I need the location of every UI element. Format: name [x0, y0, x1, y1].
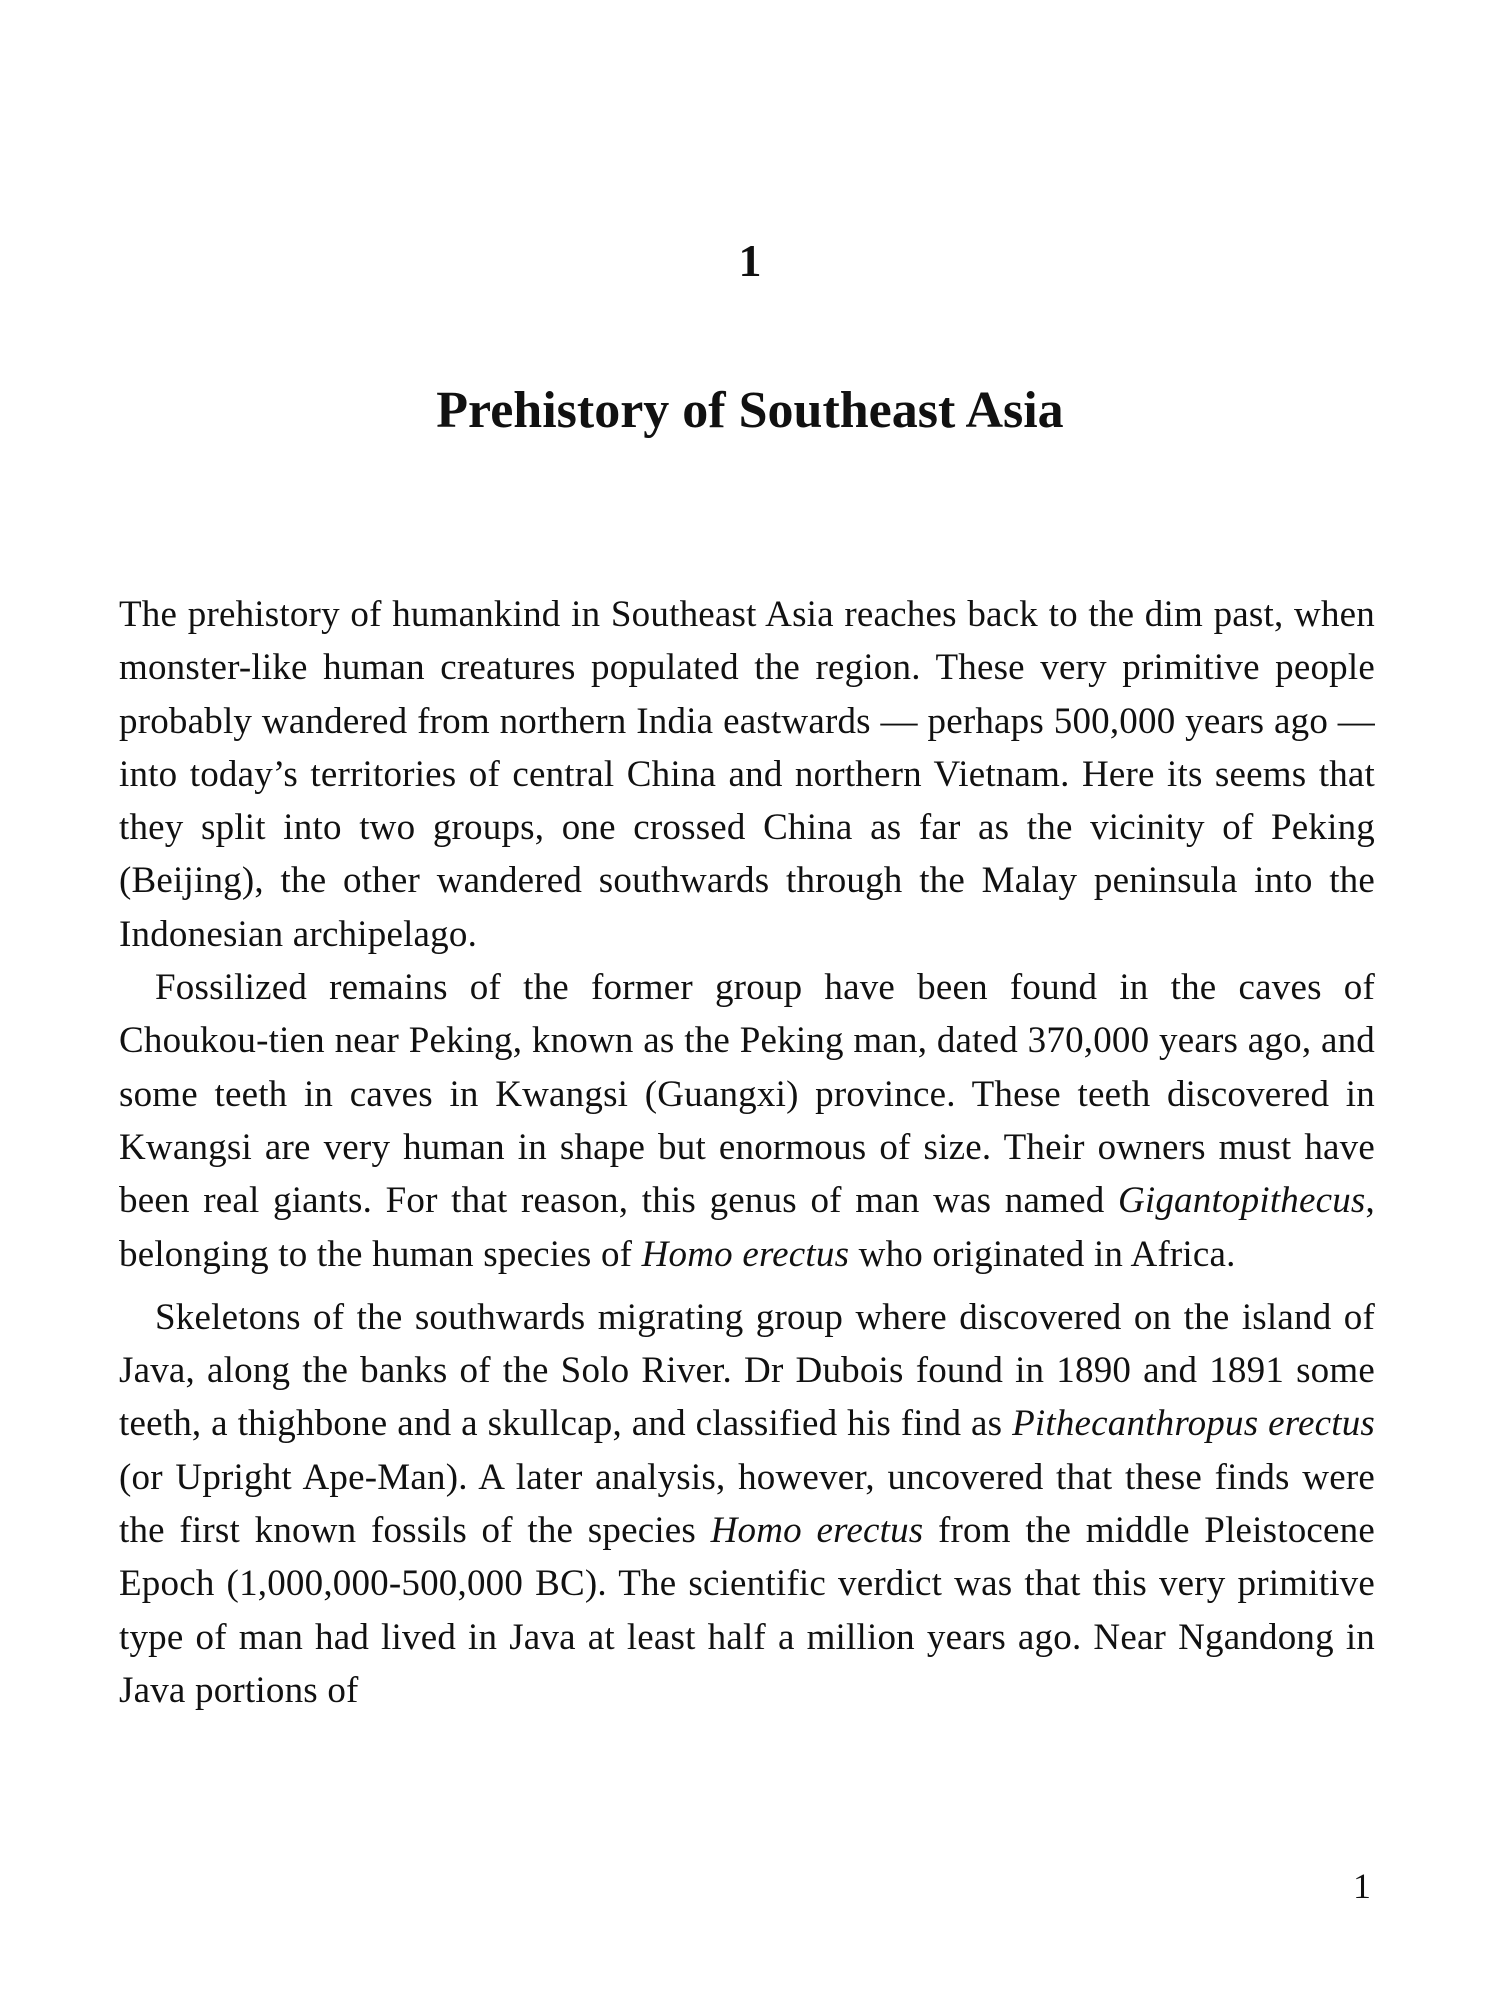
body-text: [119, 588, 1375, 1717]
species-name-italic-2: Homo erectus: [710, 1510, 924, 1552]
paragraph-1: [119, 588, 1375, 961]
classification-name-italic: Pithecanthropus erectus: [1012, 1403, 1375, 1445]
paragraph-3-text-c: from the middle Pleistocene Epoch (1,000,000-500,000 BC). The scientific verdict was that this very primitive type of man had lived in Java at least half a million years ago. Near Ngandong in Java portions of: [119, 1510, 1376, 1711]
chapter-number: 1: [738, 235, 762, 286]
paragraph-3-text-a: Skeletons of the southwards migrating group where discovered on the island of Java, along the banks of the Solo River. Dr Dubois found in 1890 and 1891 some teeth, a thighbone and a skullcap, and classified his find as: [119, 1296, 1375, 1445]
paragraph-3-text-b: (or Upright Ape-Man). A later analysis, however, uncovered that these finds were the first known fossils of the species: [119, 1456, 1375, 1552]
page-number: 1: [1353, 1866, 1371, 1906]
genus-name-italic: Gigantopithecus: [1117, 1180, 1366, 1222]
paragraph-1-text: The prehistory of humankind in Southeast Asia reaches back to the dim past, when monster-like human creatures populated the region. These very primitive people probably wandered from northern India eastwards — perhaps 500,000 years ago — into today’s territories of central China and northern Vietnam. Here its seems that they split into two groups, one crossed China as far as the vicinity of Peking (Beijing), the other wandered southwards through the Malay peninsula into the Indonesian archipelago.: [119, 594, 1375, 955]
paragraph-2-text-a: Fossilized remains of the former group have been found in the caves of Choukou-tien near Peking, known as the Peking man, dated 370,000 years ago, and some teeth in caves in Kwangsi (Guangxi) province. These teeth discovered in Kwangsi are very human in shape but enormous of size. Their owners must have been real giants. For that reason, this genus of man was named: [119, 967, 1375, 1222]
paragraph-2-text-c: who originated in Africa.: [849, 1233, 1236, 1275]
chapter-title: Prehistory of Southeast Asia: [436, 382, 1064, 439]
paragraph-2-text-b: , belonging to the human species of: [119, 1180, 1375, 1275]
paragraph-3: [119, 1291, 1375, 1717]
species-name-italic: Homo erectus: [641, 1233, 850, 1275]
paragraph-2: [119, 961, 1375, 1281]
